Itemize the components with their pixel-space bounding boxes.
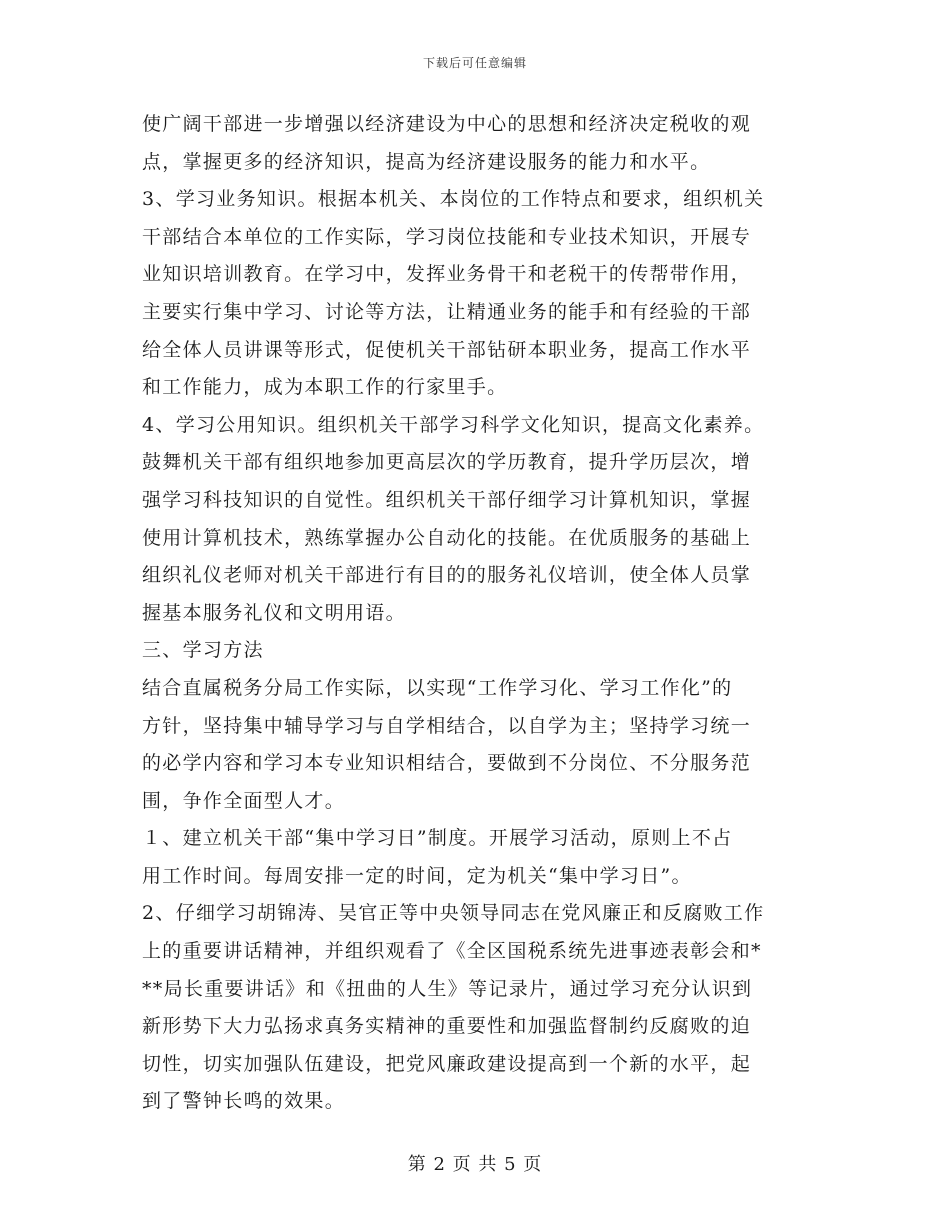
text-line-7: 给全体人员讲课等形式，促使机关干部钻研本职业务，提高工作水平 <box>142 338 752 361</box>
text-line-10: 鼓舞机关干部有组织地参加更高层次的学历教育，提升学历层次，增 <box>142 451 752 474</box>
text-line-27: 到了警钟长鸣的效果。 <box>142 1090 346 1113</box>
text-line-17: 方针，坚持集中辅导学习与自学相结合，以自学为主；坚持学习统一 <box>142 714 752 737</box>
page-header: 下载后可任意编辑 <box>422 56 527 70</box>
text-line-25: 新形势下大力弘扬求真务实精神的重要性和加强监督制约反腐败的迫 <box>142 1015 752 1038</box>
text-line-21: 用工作时间。每周安排一定的时间，定为机关“集中学习日”。 <box>142 864 692 887</box>
text-line-3: 3、学习业务知识。根据本机关、本岗位的工作特点和要求，组织机关 <box>142 188 765 211</box>
text-line-1: 使广阔干部进一步增强以经济建设为中心的思想和经济决定税收的观 <box>142 113 752 135</box>
text-line-19: 围，争作全面型人才。 <box>142 789 346 812</box>
text-line-4: 干部结合本单位的工作实际，学习岗位技能和专业技术知识，开展专 <box>142 225 752 248</box>
text-line-22: 2、仔细学习胡锦涛、吴官正等中央领导同志在党风廉正和反腐败工作 <box>142 902 765 925</box>
text-line-20: １、建立机关干部“集中学习日”制度。开展学习活动，原则上不占 <box>142 827 733 850</box>
text-line-6: 主要实行集中学习、讨论等方法，让精通业务的能手和有经验的干部 <box>142 300 752 323</box>
text-line-5: 业知识培训教育。在学习中，发挥业务骨干和老税干的传帮带作用， <box>142 263 752 286</box>
document-body <box>142 106 814 1121</box>
text-line-13: 组织礼仪老师对机关干部进行有目的的服务礼仪培训，使全体人员掌 <box>142 564 752 587</box>
text-line-26: 切性，切实加强队伍建设，把党风廉政建设提高到一个新的水平，起 <box>142 1052 752 1075</box>
text-line-23: 上的重要讲话精神，并组织观看了《全区国税系统先进事迹表彰会和* <box>142 940 762 963</box>
text-line-16: 结合直属税务分局工作实际，以实现“工作学习化、学习工作化”的 <box>142 676 733 699</box>
text-line-14: 握基本服务礼仪和文明用语。 <box>142 601 406 624</box>
text-line-9: 4、学习公用知识。组织机关干部学习科学文化知识，提高文化素养。 <box>142 413 765 436</box>
text-line-18: 的必学内容和学习本专业知识相结合，要做到不分岗位、不分服务范 <box>142 752 752 775</box>
text-line-8: 和工作能力，成为本职工作的行家里手。 <box>142 376 508 399</box>
section-heading: 三、学习方法 <box>142 639 264 662</box>
text-line-12: 使用计算机技术，熟练掌握办公自动化的技能。在优质服务的基础上 <box>142 526 752 549</box>
page-number-footer: 第 2 页 共 5 页 <box>407 1154 543 1175</box>
text-line-24: **局长重要讲话》和《扭曲的人生》等记录片，通过学习充分认识到 <box>142 977 753 1000</box>
text-line-11: 强学习科技知识的自觉性。组织机关干部仔细学习计算机知识，掌握 <box>142 488 752 511</box>
text-line-2: 点，掌握更多的经济知识，提高为经济建设服务的能力和水平。 <box>142 150 711 173</box>
